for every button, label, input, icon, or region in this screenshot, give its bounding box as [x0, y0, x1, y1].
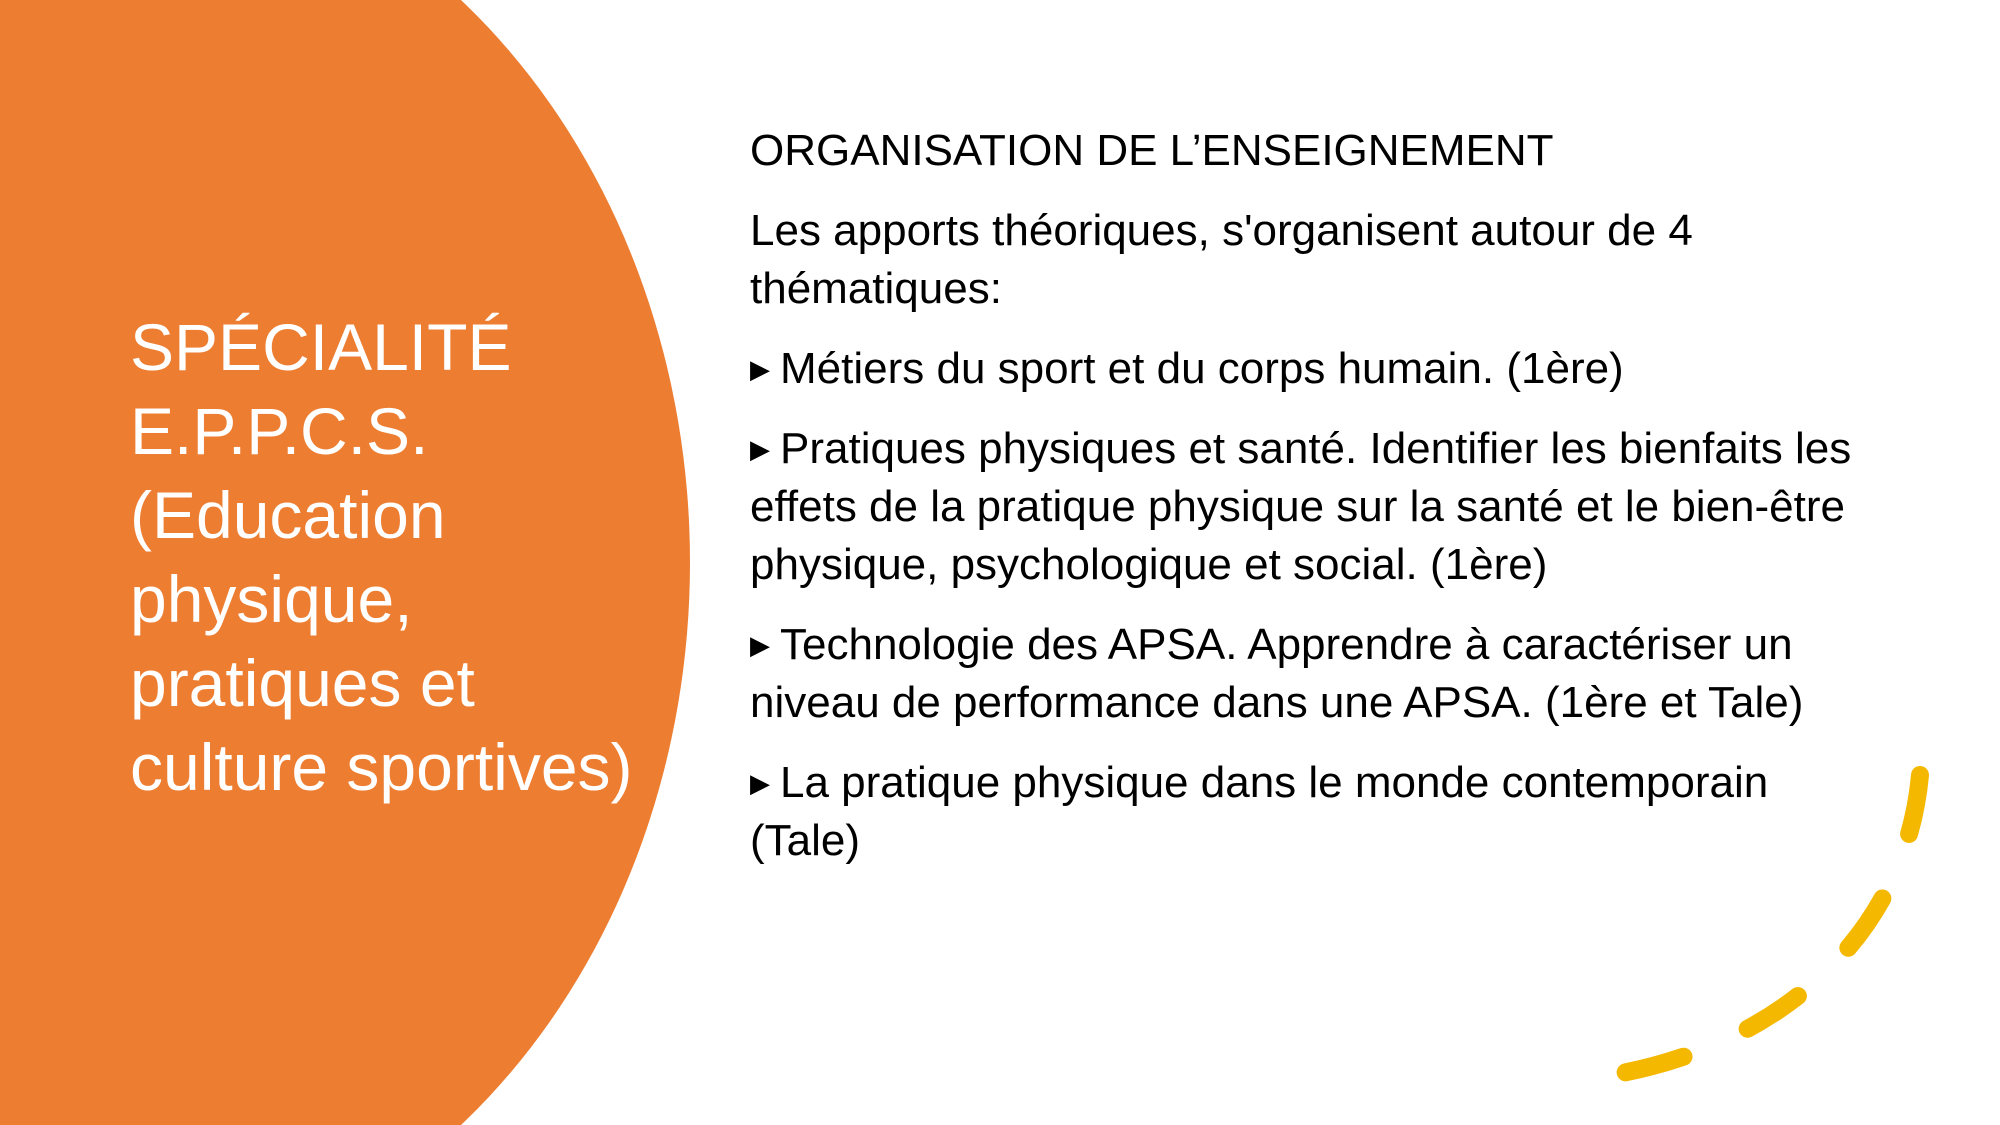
bullet-text: Pratiques physiques et santé. Identifier les bienfaits les effets de la pratique physique sur la santé et le bien-être physique, psychologique et social. (1ère)	[750, 424, 1852, 589]
bullet-item	[750, 420, 1890, 594]
bullet-text: Technologie des APSA. Apprendre à caractériser un niveau de performance dans une APSA. (1ère et Tale)	[750, 620, 1804, 727]
dashed-arc-path	[1575, 775, 1920, 1080]
slide-title: SPÉCIALITÉ E.P.P.C.S. (Education physique, pratiques et culture sportives)	[130, 310, 633, 804]
triangle-bullet-icon: ▶	[750, 630, 770, 660]
intro-paragraph: Les apports théoriques, s'organisent autour de 4 thématiques:	[750, 206, 1693, 313]
triangle-bullet-icon: ▶	[750, 434, 770, 464]
dashed-arc-decoration	[1560, 760, 1940, 1100]
bullet-text: Métiers du sport et du corps humain. (1ère)	[780, 344, 1624, 393]
section-heading: ORGANISATION DE L’ENSEIGNEMENT	[750, 126, 1554, 175]
triangle-bullet-icon: ▶	[750, 768, 770, 798]
bullet-item	[750, 340, 1890, 398]
triangle-bullet-icon: ▶	[750, 354, 770, 384]
bullet-text: La pratique physique dans le monde contemporain (Tale)	[750, 758, 1769, 865]
bullet-item	[750, 616, 1890, 732]
